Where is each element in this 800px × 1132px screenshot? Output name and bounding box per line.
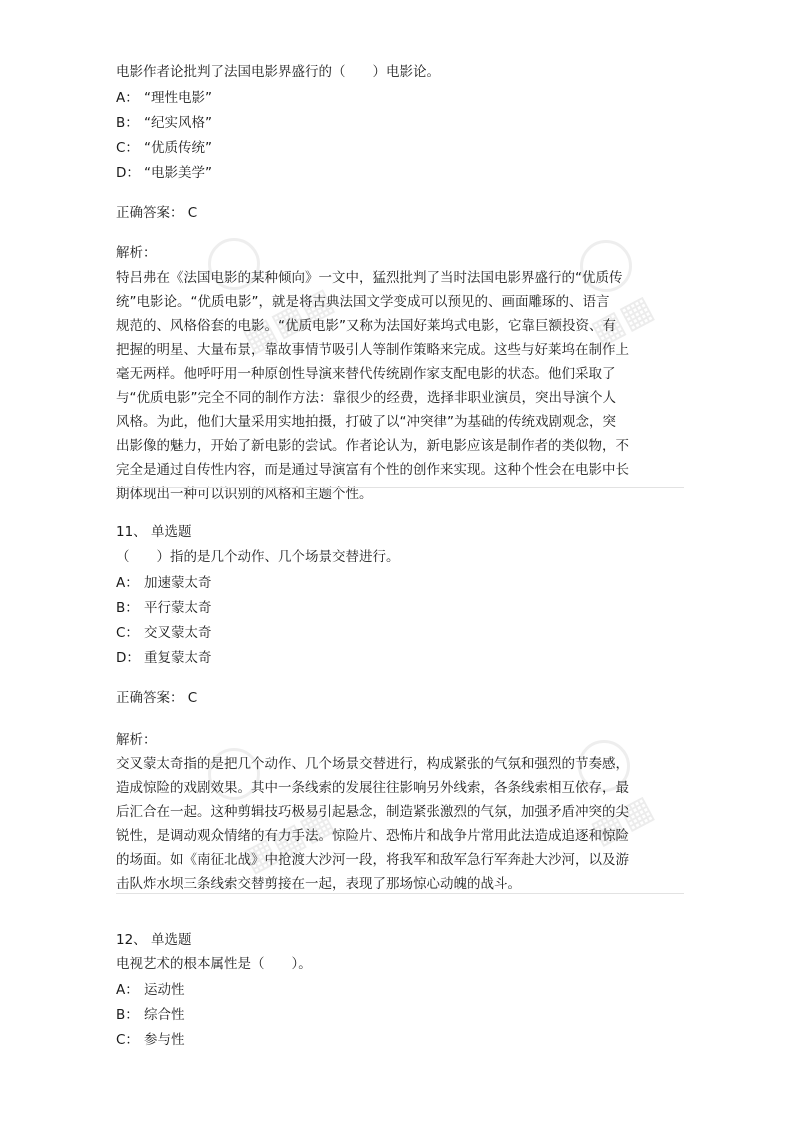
option-letter: D：	[116, 165, 140, 181]
option-letter: B：	[116, 1007, 139, 1023]
option-c[interactable]	[116, 138, 212, 158]
analysis-line: 期体现出一种可以识别的风格和主题个性。	[116, 486, 373, 502]
option-letter: C：	[116, 1032, 139, 1048]
option-a[interactable]	[116, 573, 212, 593]
option-letter: B：	[116, 600, 139, 616]
analysis-label: 解析：	[116, 245, 157, 261]
option-c[interactable]	[116, 1030, 185, 1050]
option-text: 运动性	[144, 982, 185, 998]
option-text: “理性电影”	[144, 90, 212, 106]
option-text: 重复蒙太奇	[144, 650, 212, 666]
analysis-line: 统”电影论。“优质电影”，就是将古典法国文学变成可以预见的、画面雕琢的、语言	[116, 294, 610, 310]
divider	[116, 893, 684, 894]
analysis-line: 造成惊险的戏剧效果。其中一条线索的发展往往影响另外线索，各条线索相互依存，最	[116, 780, 629, 796]
option-text: 综合性	[144, 1007, 185, 1023]
question-number: 12、 单选题	[116, 932, 192, 948]
analysis-text	[116, 266, 684, 506]
analysis-line: 把握的明星、大量布景，靠故事情节吸引人等制作策略来完成。这些与好莱坞在制作上	[116, 342, 629, 358]
watermark: ▦▦▦	[236, 799, 341, 881]
analysis-line: 击队炸水坝三条线索交替剪接在一起，表现了那场惊心动魄的战斗。	[116, 876, 521, 892]
analysis-line: 特吕弗在《法国电影的某种倾向》一文中，猛烈批判了当时法国电影界盛行的“优质传	[116, 270, 623, 286]
option-c[interactable]	[116, 623, 212, 643]
option-text: “优质传统”	[144, 140, 212, 156]
option-b[interactable]	[116, 113, 212, 133]
correct-answer: 正确答案： C	[116, 690, 198, 706]
option-text: 参与性	[144, 1032, 185, 1048]
option-b[interactable]	[116, 1005, 185, 1025]
analysis-line: 毫无两样。他呼吁用一种原创性导演来替代传统剧作家支配电影的状态。他们采取了	[116, 366, 616, 382]
analysis-text	[116, 752, 684, 896]
option-a[interactable]	[116, 980, 185, 1000]
option-letter: A：	[116, 982, 139, 998]
analysis-line: 出影像的魅力，开始了新电影的尝试。作者论认为，新电影应该是制作者的类似物，不	[116, 438, 629, 454]
option-d[interactable]	[116, 163, 212, 183]
option-letter: A：	[116, 575, 139, 591]
analysis-line: 与“优质电影”完全不同的制作方法：靠很少的经费，选择非职业演员，突出导演个人	[116, 390, 616, 406]
option-text: 平行蒙太奇	[144, 600, 212, 616]
question-number: 11、 单选题	[116, 524, 192, 540]
watermark: ▦▦	[584, 787, 660, 853]
option-letter: C：	[116, 140, 139, 156]
analysis-label: 解析：	[116, 732, 157, 748]
analysis-line: 交叉蒙太奇指的是把几个动作、几个场景交替进行，构成紧张的气氛和强烈的节奏感，	[116, 756, 629, 772]
watermark: ▦▦▦	[236, 279, 341, 361]
option-letter: A：	[116, 90, 139, 106]
watermark: ▦▦	[584, 287, 660, 353]
question-text: 电影作者论批判了法国电影界盛行的（ ）电影论。	[116, 64, 440, 80]
option-text: “电影美学”	[144, 165, 212, 181]
divider	[116, 487, 684, 488]
question-text: （ ）指的是几个动作、几个场景交替进行。	[116, 549, 400, 565]
analysis-line: 风格。为此，他们大量采用实地拍摄，打破了以“冲突律”为基础的传统戏剧观念，突	[116, 414, 616, 430]
option-b[interactable]	[116, 598, 212, 618]
option-text: “纪实风格”	[144, 115, 212, 131]
option-letter: D：	[116, 650, 140, 666]
option-letter: B：	[116, 115, 139, 131]
analysis-line: 完全是通过自传性内容，而是通过导演富有个性的创作来实现。这种个性会在电影中长	[116, 462, 629, 478]
option-a[interactable]	[116, 88, 212, 108]
analysis-line: 锐性，是调动观众情绪的有力手法。惊险片、恐怖片和战争片常用此法造成追逐和惊险	[116, 828, 629, 844]
analysis-line: 后汇合在一起。这种剪辑技巧极易引起悬念，制造紧张激烈的气氛，加强矛盾冲突的尖	[116, 804, 629, 820]
analysis-line: 规范的、风格俗套的电影。“优质电影”又称为法国好莱坞式电影，它靠巨额投资、有	[116, 318, 616, 334]
option-text: 加速蒙太奇	[144, 575, 212, 591]
option-d[interactable]	[116, 648, 212, 668]
correct-answer: 正确答案： C	[116, 205, 198, 221]
option-text: 交叉蒙太奇	[144, 625, 212, 641]
option-letter: C：	[116, 625, 139, 641]
analysis-line: 的场面。如《南征北战》中抢渡大沙河一段，将我军和敌军急行军奔赴大沙河，以及游	[116, 852, 629, 868]
question-text: 电视艺术的根本属性是（ ）。	[116, 956, 312, 972]
